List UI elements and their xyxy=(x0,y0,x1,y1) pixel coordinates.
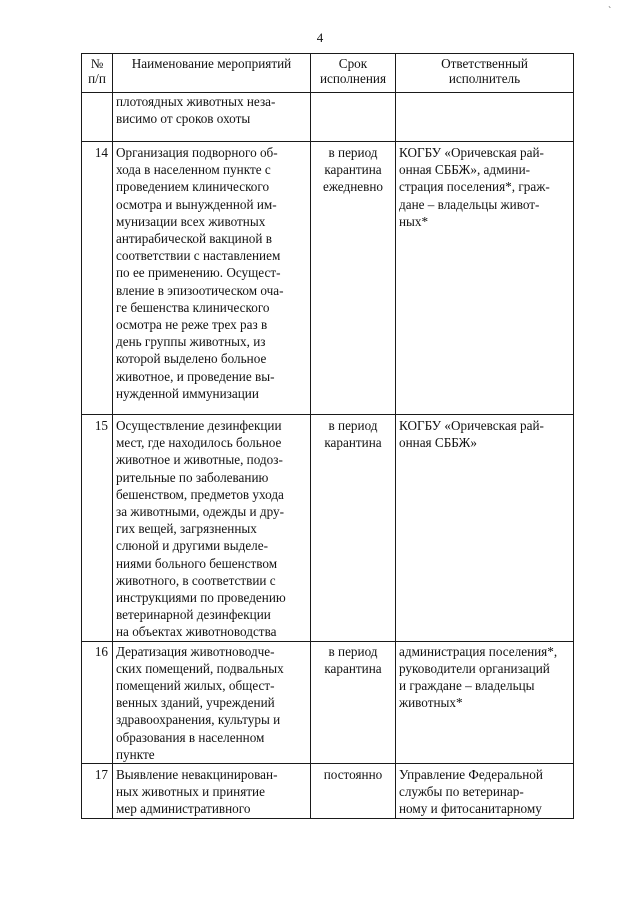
table-row xyxy=(82,764,574,819)
cell-number xyxy=(82,93,113,142)
header-number: № п/п xyxy=(82,54,113,93)
cell-number: 16 xyxy=(82,641,113,763)
cell-responsible: КОГБУ «Оричевская рай- онная СББЖ», админи- страция поселения*, граж- дане – владельцы живот- ных* xyxy=(396,142,574,415)
scan-artifact-mark: ` xyxy=(608,6,612,17)
cell-responsible: администрация поселения*, руководители организаций и граждане – владельцы животных* xyxy=(396,641,574,763)
cell-term: в период карантина xyxy=(311,641,396,763)
table-row xyxy=(82,641,574,763)
measures-table xyxy=(81,53,574,819)
cell-responsible xyxy=(396,93,574,142)
header-measure-name: Наименование мероприятий xyxy=(113,54,311,93)
cell-measure-name: плотоядных животных неза- висимо от сроков охоты xyxy=(113,93,311,142)
table-row xyxy=(82,415,574,642)
cell-responsible: КОГБУ «Оричевская рай- онная СББЖ» xyxy=(396,415,574,642)
table-header-row xyxy=(82,54,574,93)
cell-measure-name: Дератизация животноводче- ских помещений, подвальных помещений жилых, общест- венных зданий, учреждений здравоохранения, культуры и образования в населенном пункте xyxy=(113,641,311,763)
cell-term: постоянно xyxy=(311,764,396,819)
cell-term xyxy=(311,93,396,142)
cell-term: в период карантина xyxy=(311,415,396,642)
table-row xyxy=(82,142,574,415)
cell-number: 17 xyxy=(82,764,113,819)
cell-measure-name: Осуществление дезинфекции мест, где находилось больное животное и животные, подоз- рительные по заболеванию бешенством, предметов ухода за животными, одежды и дру- гих вещей, загрязненных слюной и другими выделе- ниями больного бешенством животного, в соответствии с инструкциями по проведению ветеринарной дезинфекции на объектах животноводства xyxy=(113,415,311,642)
cell-term: в период карантина ежедневно xyxy=(311,142,396,415)
header-term: Срок исполнения xyxy=(311,54,396,93)
page-number: 4 xyxy=(316,30,324,45)
cell-number: 15 xyxy=(82,415,113,642)
cell-number: 14 xyxy=(82,142,113,415)
cell-responsible: Управление Федеральной службы по ветеринар- ному и фитосанитарному xyxy=(396,764,574,819)
header-responsible: Ответственный исполнитель xyxy=(396,54,574,93)
table-row-continuation xyxy=(82,93,574,142)
cell-measure-name: Организация подворного об- хода в населенном пункте с проведением клинического осмотра и вынужденной им- мунизации всех животных антирабической вакциной в соответствии с наставлением по ее применению. Осущест- вление в эпизоотическом оча- ге бешенства клинического осмотра не реже трех раз в день группы животных, из которой выделено больное животное, и проведение вы- нужденной иммунизации xyxy=(113,142,311,415)
cell-measure-name: Выявление невакцинирован- ных животных и принятие мер административного xyxy=(113,764,311,819)
